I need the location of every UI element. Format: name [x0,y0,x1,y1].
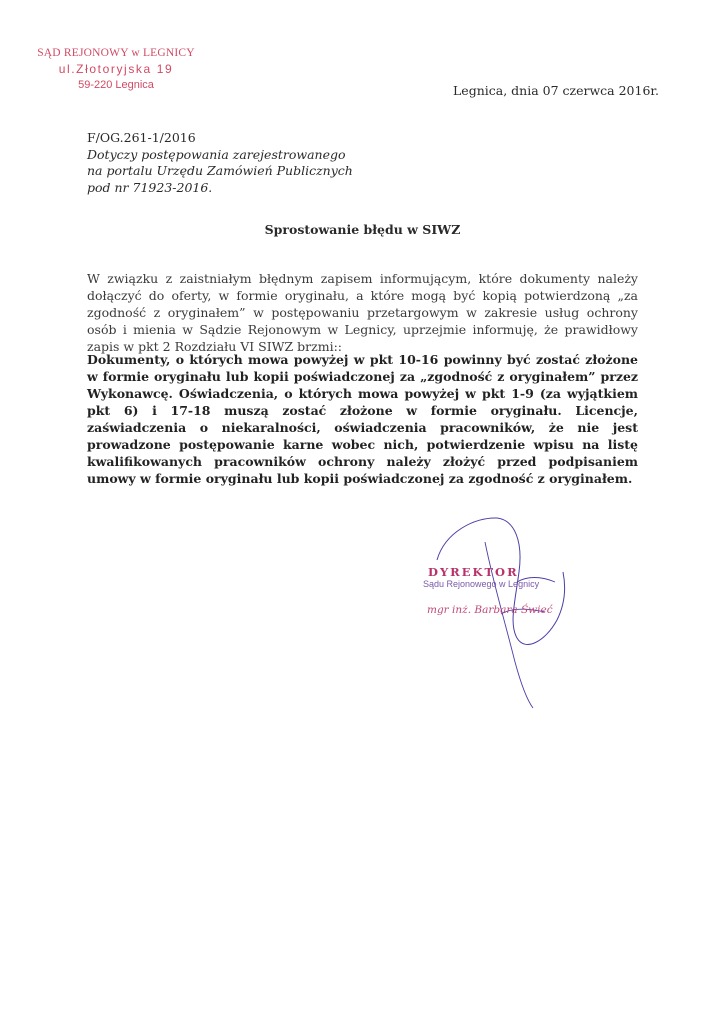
place-and-date: Legnica, dnia 07 czerwca 2016r. [453,83,659,98]
reference-line: na portalu Urzędu Zamówień Publicznych [87,163,353,178]
stamp-street: ul.Złotoryjska 19 [58,62,174,76]
court-stamp [36,47,196,91]
signature-block [415,512,585,712]
reference-number: F/OG.261-1/2016 [87,130,196,145]
stamp-city: 59-220 Legnica [78,79,154,91]
reference-line: pod nr 71923-2016. [87,179,213,195]
stamp-director-title: DYREKTOR [428,565,519,579]
stamp-court-name: SĄD REJONOWY w LEGNICY [37,47,195,59]
body-paragraph: W związku z zaistniałym błędnym zapisem informującym, które dokumenty należy dołączyć do oferty, w formie oryginału, a które mogą być kopią potwierdzoną „za zgodność z oryginałem” w postępowaniu przetargowym w zakresie usług ochrony osób i mienia w Sądzie Rejonowym w Legnicy, uprzejmie informuję, że prawidłowy zapis w pkt 2 Rozdziału VI SIWZ brzmi:: [87,271,638,354]
stamp-court-organization: Sądu Rejonowego w Legnicy [423,579,540,589]
reference-line: Dotyczy postępowania zarejestrowanego [87,146,346,162]
reference-block [87,130,353,196]
body-paragraph-bold: Dokumenty, o których mowa powyżej w pkt 10-16 powinny być zostać złożone w formie oryginału lub kopii poświadczonej za „zgodność z oryginałem” przez Wykonawcę. Oświadczenia, o których mowa powyżej w pkt 1-9 (za wyjątkiem pkt 6) i 17-18 muszą zostać złożone w formie oryginału. Licencje, zaświadczenia o niekaralności, oświadczenia pracowników, że nie jest prowadzone postępowanie karne wobec nich, potwierdzenie wpisu na listę kwalifikowanych pracowników ochrony należy złożyć przed podpisaniem umowy w formie oryginału lub kopii poświadczonej za zgodność z oryginałem. [87,352,638,486]
letter-subject: Sprostowanie błędu w SIWZ [264,222,461,237]
signatory-name: mgr inż. Barbara Świeć [427,604,553,616]
